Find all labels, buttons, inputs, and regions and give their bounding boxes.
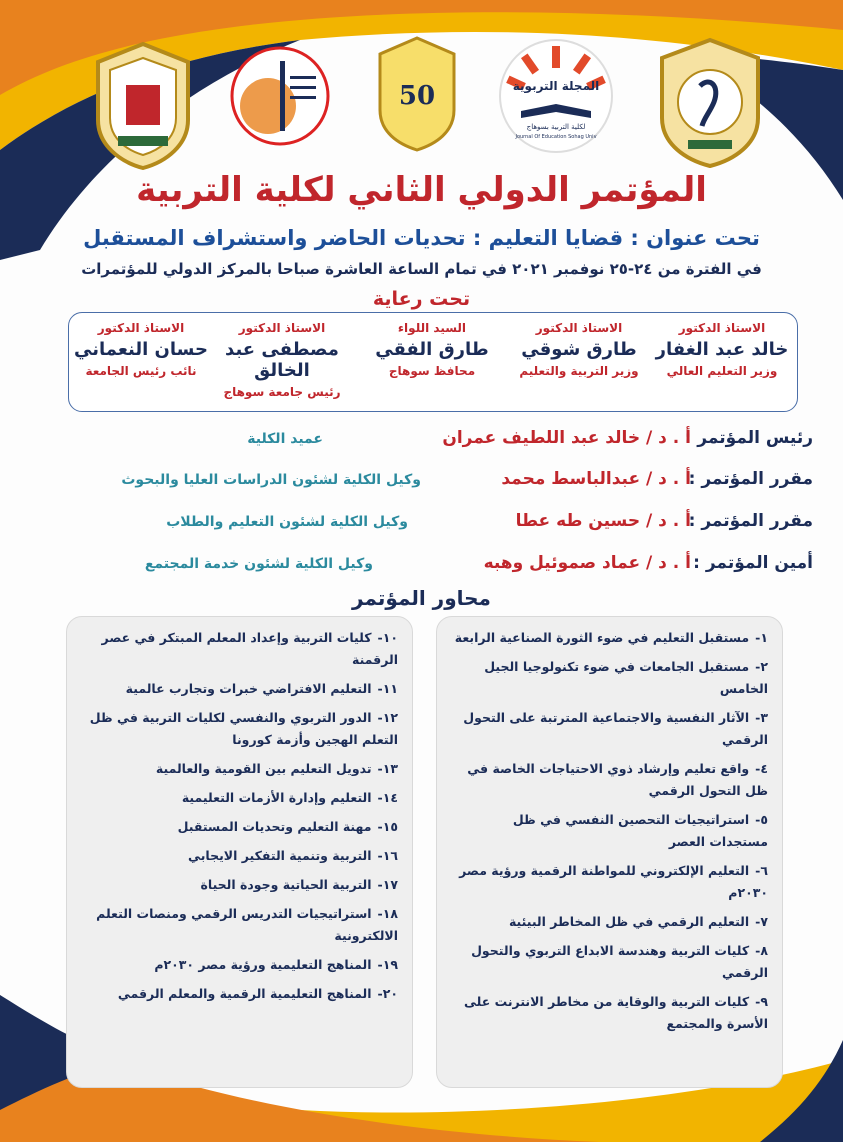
axis-item [81, 787, 398, 809]
axis-item [451, 656, 768, 700]
axis-number: ١٥- [377, 819, 398, 834]
axis-number: ١١- [377, 681, 398, 696]
axis-text: الآثار النفسية والاجتماعية المترتبة على التحول الرقمي [463, 710, 768, 747]
sponsor-card [71, 321, 211, 378]
patronage-heading: تحت رعاية [372, 288, 471, 310]
axis-text: التعليم وإدارة الأزمات التعليمية [181, 790, 372, 805]
axis-text: كليات التربية والوقاية من مخاطر الانترنت على الأسرة والمجتمع [463, 994, 768, 1031]
axis-number: ١٦- [377, 848, 398, 863]
university-seal-icon [88, 40, 198, 170]
axis-number: ٢٠- [377, 986, 398, 1001]
axis-item [451, 991, 768, 1035]
role-position: عميد الكلية [247, 431, 323, 447]
sponsor-title: الاستاذ الدكتور [678, 321, 766, 335]
axis-item [81, 954, 398, 976]
role-position: وكيل الكلية لشئون خدمة المجتمع [144, 556, 373, 572]
role-position: وكيل الكلية لشئون الدراسات العليا والبحوث [121, 472, 421, 488]
axis-text: التعليم الرقمي في ظل المخاطر البيئية [508, 914, 750, 929]
conference-dateline: في الفترة من ٢٤-٢٥ نوفمبر ٢٠٢١ في تمام الساعة العاشرة صباحا بالمركز الدولي للمؤتمرات [81, 260, 762, 278]
role-label: مقرر المؤتمر : [688, 511, 813, 531]
axis-number: ١٨- [377, 906, 398, 921]
sponsor-role: نائب رئيس الجامعة [85, 364, 197, 378]
axis-number: ٨- [755, 943, 768, 958]
sponsor-title: الاستاذ الدكتور [535, 321, 623, 335]
conference-subtitle: تحت عنوان : قضايا التعليم : تحديات الحاضر واستشراف المستقبل [83, 226, 760, 250]
axes-column-left [66, 616, 413, 1088]
sponsor-name: حسان النعماني [74, 339, 208, 360]
axes-heading: محاور المؤتمر [352, 586, 491, 610]
sponsor-role: محافظ سوهاج [388, 364, 476, 378]
svg-text:المجلة التربوية: المجلة التربوية [512, 79, 600, 93]
axis-text: كليات التربية وهندسة الابداع التربوي والتحول الرقمي [471, 943, 768, 980]
college-logo-icon [230, 36, 330, 156]
axis-text: المناهج التعليمية ورؤية مصر ٢٠٣٠م [154, 957, 372, 972]
role-name: أ . د / خالد عبد اللطيف عمران [442, 428, 691, 448]
axis-item [451, 809, 768, 853]
axis-item [451, 860, 768, 904]
axis-number: ٣- [755, 710, 768, 725]
role-position: وكيل الكلية لشئون التعليم والطلاب [166, 514, 408, 530]
sponsor-role: وزير التعليم العالي [666, 364, 778, 378]
axis-text: الدور التربوي والنفسي لكليات التربية في ظل التعلم الهجين وأزمة كورونا [89, 710, 398, 747]
sponsors-box [68, 312, 798, 412]
role-label: رئيس المؤتمر : [684, 428, 813, 448]
sponsor-card [357, 321, 507, 378]
axis-item [81, 983, 398, 1005]
axis-text: التعليم الافتراضي خبرات وتجارب عالمية [125, 681, 372, 696]
axis-text: تدويل التعليم بين القومية والعالمية [155, 761, 372, 776]
axis-text: استراتيجيات التدريس الرقمي ومنصات التعلم الالكترونية [96, 906, 398, 943]
sponsor-role: وزير التربية والتعليم [519, 364, 639, 378]
axes-column-right [436, 616, 783, 1088]
sponsor-card [207, 321, 357, 399]
axis-number: ١٢- [377, 710, 398, 725]
axis-item [451, 627, 768, 649]
svg-text:لكلية التربية بسوهاج: لكلية التربية بسوهاج [526, 123, 586, 131]
axis-number: ٩- [755, 994, 768, 1009]
role-name: أ . د / عبدالباسط محمد [501, 469, 691, 489]
axis-text: كليات التربية وإعداد المعلم المبتكر في عصر الرقمنة [101, 630, 398, 667]
axis-text: التعليم الإلكتروني للمواطنة الرقمية ورؤية مصر ٢٠٣٠م [459, 863, 768, 900]
role-name: أ . د / عماد صموئيل وهبه [483, 553, 691, 573]
axis-number: ١٩- [377, 957, 398, 972]
sponsor-title: السيد اللواء [397, 321, 467, 335]
role-row [30, 511, 813, 537]
axis-item [81, 758, 398, 780]
conference-title: المؤتمر الدولي الثاني لكلية التربية [136, 170, 707, 210]
axis-item [81, 627, 398, 671]
education-journal-icon [496, 36, 616, 156]
axis-text: مهنة التعليم وتحديات المستقبل [177, 819, 372, 834]
axis-item [81, 903, 398, 947]
role-label: مقرر المؤتمر : [688, 469, 813, 489]
axis-item [81, 678, 398, 700]
axis-item [81, 874, 398, 896]
sponsor-name: طارق شوقي [521, 339, 637, 360]
role-row [30, 469, 813, 495]
axis-item [451, 707, 768, 751]
axis-item [81, 816, 398, 838]
faculty-seal-icon [654, 36, 766, 168]
fiftieth-anniversary-icon [372, 34, 462, 154]
axis-number: ١٣- [377, 761, 398, 776]
sponsor-name: خالد عبد الغفار [655, 339, 789, 360]
sponsor-card [647, 321, 797, 378]
axis-text: استراتيجيات التحصين النفسي في ظل مستجدات العصر [512, 812, 768, 849]
svg-text:50: 50 [398, 81, 436, 111]
axis-number: ٢- [755, 659, 768, 674]
role-label: أمين المؤتمر : [693, 553, 813, 573]
sponsor-title: الاستاذ الدكتور [238, 321, 326, 335]
role-row [30, 428, 813, 454]
sponsor-card [504, 321, 654, 378]
axis-text: التربية الحياتية وجودة الحياة [200, 877, 372, 892]
axis-item [81, 845, 398, 867]
axis-text: مستقبل التعليم في ضوء الثورة الصناعية الرابعة [454, 630, 750, 645]
axis-number: ١- [755, 630, 768, 645]
axis-item [451, 911, 768, 933]
role-name: أ . د / حسين طه عطا [515, 511, 691, 531]
role-row [30, 553, 813, 579]
axis-number: ١٤- [377, 790, 398, 805]
sponsor-name: طارق الفقي [375, 339, 489, 360]
svg-text:Journal Of Education Sohag Uni: Journal Of Education Sohag Univ [515, 134, 597, 140]
axis-number: ١٠- [377, 630, 398, 645]
axis-number: ٦- [755, 863, 768, 878]
sponsor-role: رئيس جامعة سوهاج [223, 385, 341, 399]
axis-text: التربية وتنمية التفكير الايجابي [188, 848, 372, 863]
axis-item [451, 940, 768, 984]
axis-item [81, 707, 398, 751]
axis-item [451, 758, 768, 802]
axis-number: ١٧- [377, 877, 398, 892]
axis-number: ٤- [755, 761, 768, 776]
axis-number: ٧- [755, 914, 768, 929]
axis-number: ٥- [755, 812, 768, 827]
axis-text: واقع تعليم وإرشاد ذوي الاحتياجات الخاصة في ظل التحول الرقمي [467, 761, 768, 798]
axis-text: المناهج التعليمية الرقمية والمعلم الرقمي [117, 986, 372, 1001]
axis-text: مستقبل الجامعات في ضوء تكنولوجيا الجيل الخامس [484, 659, 768, 696]
sponsor-title: الاستاذ الدكتور [97, 321, 185, 335]
sponsor-name: مصطفى عبد الخالق [225, 339, 339, 381]
